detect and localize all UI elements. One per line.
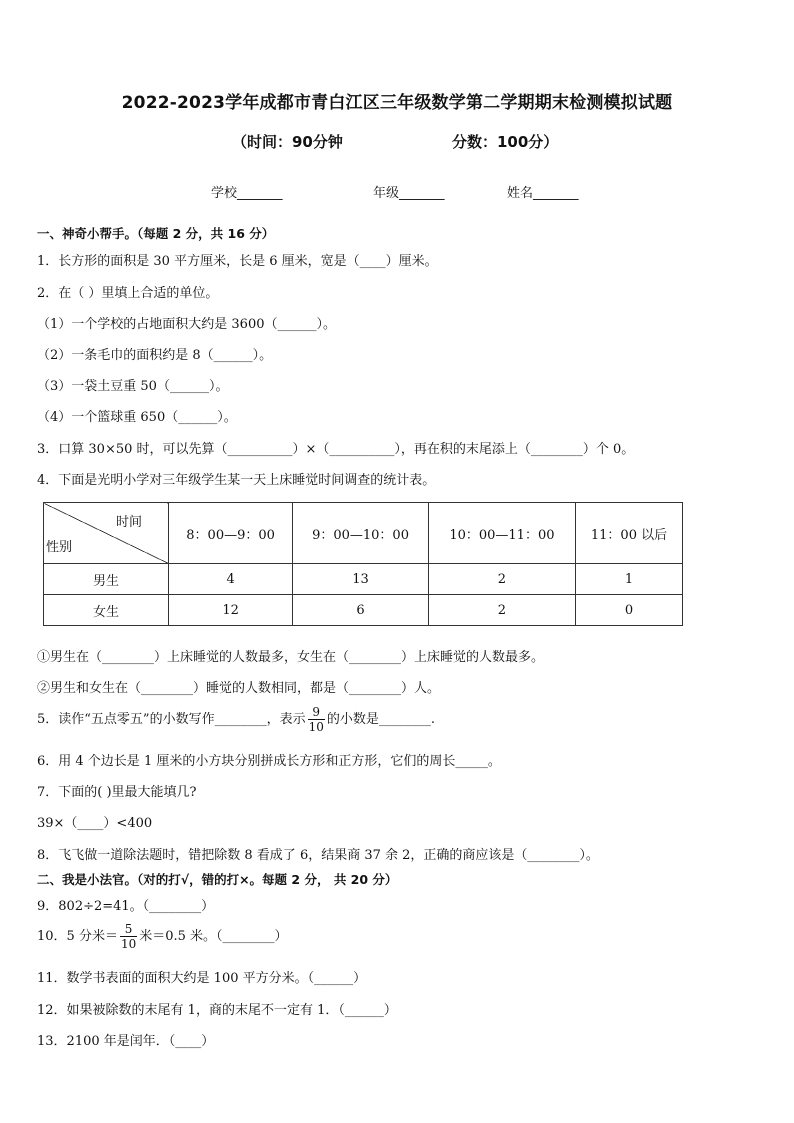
question-10-text-b: 米＝0.5 米。（________）: [139, 929, 288, 944]
question-9: 9．802÷2=41。（________）: [37, 899, 215, 914]
section-2-heading: 二、我是小法官。（对的打√，错的打×。每题 2 分， 共 20 分）: [37, 872, 398, 887]
question-3: 3．口算 30×50 时，可以先算（__________）×（__________），再在积的末尾添上（________）个 0。: [37, 442, 635, 457]
question-7-expression: 39×（____）<400: [37, 816, 153, 831]
table-cell: 4: [169, 564, 293, 595]
question-1: 1．长方形的面积是 30 平方厘米，长是 6 厘米，宽是（____）厘米。: [37, 254, 438, 269]
table-cell: 2: [428, 564, 575, 595]
table-cell: 2: [428, 595, 575, 626]
table-row: [44, 595, 683, 626]
grade-field: 年级_______: [373, 186, 445, 201]
corner-label-gender: 性别: [46, 540, 73, 555]
name-field: 姓名_______: [507, 186, 579, 201]
question-10: [37, 922, 288, 951]
column-header: 9：00—10：00: [293, 503, 429, 564]
question-4: 4．下面是光明小学对三年级学生某一天上床睡觉时间调查的统计表。: [37, 473, 436, 488]
question-2-3: （3）一袋土豆重 50（______）。: [37, 379, 229, 394]
question-2: 2．在（ ）里填上合适的单位。: [37, 286, 219, 301]
fraction: [120, 922, 137, 951]
fraction-denominator: 10: [120, 937, 137, 951]
row-label: 男生: [44, 564, 169, 595]
question-5-text-a: 5．读作“五点零五”的小数写作________，表示: [37, 712, 306, 727]
corner-label-time: 时间: [115, 515, 142, 530]
question-5-text-b: 的小数是________.: [326, 712, 435, 727]
table-corner-cell: [44, 503, 169, 564]
table-cell: 0: [575, 595, 682, 626]
question-10-text-a: 10．5 分米＝: [37, 929, 118, 944]
question-2-1: （1）一个学校的占地面积大约是 3600（______）。: [37, 317, 336, 332]
question-6: 6．用 4 个边长是 1 厘米的小方块分别拼成长方形和正方形，它们的周长_____。: [37, 754, 501, 769]
sleep-time-table: [43, 502, 683, 626]
question-2-2: （2）一条毛巾的面积约是 8（______）。: [37, 348, 273, 363]
school-field: 学校_______: [211, 186, 283, 201]
fraction-numerator: 9: [308, 705, 325, 720]
question-4-2: ②男生和女生在（________）睡觉的人数相同，都是（________）人。: [37, 681, 441, 696]
column-header: 8：00—9：00: [169, 503, 293, 564]
question-4-1: ①男生在（________）上床睡觉的人数最多，女生在（________）上床睡觉的人数最多。: [37, 650, 545, 665]
question-12: 12．如果被除数的末尾有 1，商的末尾不一定有 1．（______）: [37, 1003, 397, 1018]
table-header-row: [44, 503, 683, 564]
table-cell: 1: [575, 564, 682, 595]
table-cell: 12: [169, 595, 293, 626]
question-7: 7．下面的( )里最大能填几?: [37, 785, 197, 800]
exam-title: 2022-2023学年成都市青白江区三年级数学第二学期期末检测模拟试题: [121, 93, 673, 113]
fraction-numerator: 5: [120, 922, 137, 937]
column-header: 10：00—11：00: [428, 503, 575, 564]
question-2-4: （4）一个篮球重 650（______）。: [37, 410, 237, 425]
row-label: 女生: [44, 595, 169, 626]
column-header: 11：00 以后: [575, 503, 682, 564]
fraction-denominator: 10: [308, 720, 324, 734]
question-5: [37, 705, 435, 734]
question-8: 8．飞飞做一道除法题时，错把除数 8 看成了 6，结果商 37 余 2，正确的商应该是（________）。: [37, 848, 599, 863]
exam-score: 分数：100分）: [452, 133, 559, 151]
table-cell: 6: [293, 595, 429, 626]
question-13: 13．2100 年是闰年．（____）: [37, 1034, 215, 1049]
question-11: 11．数学书表面的面积大约是 100 平方分米。（______）: [37, 971, 367, 986]
fraction: [308, 705, 325, 734]
table-row: [44, 564, 683, 595]
table-cell: 13: [293, 564, 429, 595]
exam-time: （时间：90分钟: [232, 133, 343, 151]
section-1-heading: 一、神奇小帮手。（每题 2 分，共 16 分）: [37, 226, 275, 241]
